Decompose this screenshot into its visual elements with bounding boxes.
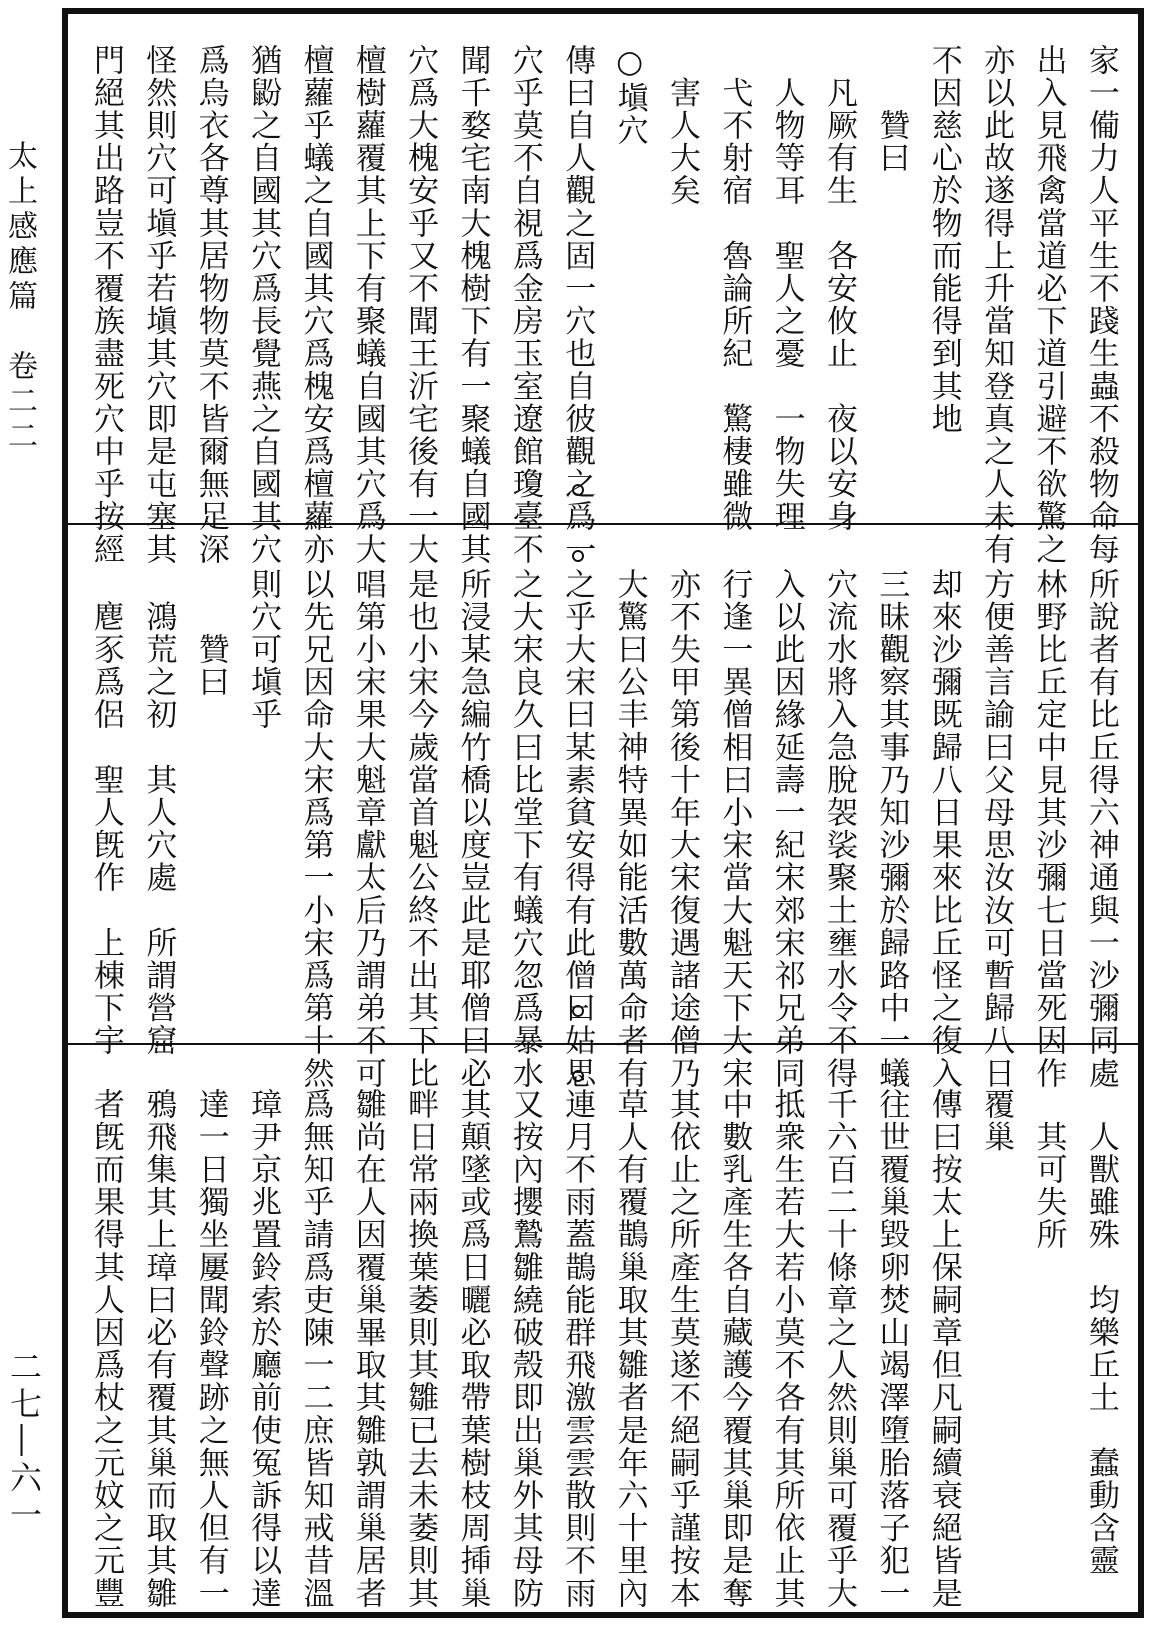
text-column: 出入見飛禽當道必下道引避不欲驚之 xyxy=(1030,44,1067,566)
text-column: 者旣而果得其人因爲杖之元妏之元豐 xyxy=(88,1088,124,1610)
text-column: 又按內攖鷙雛繞破殼即出巢外其母防 xyxy=(506,1088,543,1610)
text-column: 其依止之所產生莫遂不絕嗣乎謹按本 xyxy=(663,1088,700,1610)
text-column: 人物等耳 聖人之憂 一物失理 xyxy=(768,44,805,533)
text-column: 却來沙彌既歸八日果來比丘怪之復入 xyxy=(925,568,962,1090)
text-column: 傳曰按太上保嗣章但凡嗣續衰絕皆是 xyxy=(925,1088,962,1610)
text-column: 門絕其出路豈不覆族盡死穴中乎按經 xyxy=(88,44,124,566)
text-column: 中數乳產生各自藏護今覆其巢即是奪 xyxy=(716,1088,753,1610)
section-heading: ○塡穴 xyxy=(611,44,648,147)
text-column: 麀豕爲侶 聖人旣作 上棟下宇 xyxy=(88,568,124,1057)
text-column: 璋尹京兆置鈴索於廳前使冤訴得以達 xyxy=(245,1088,282,1610)
text-column: 則穴可塡乎 xyxy=(245,568,282,731)
text-column: 猶鼢之自國其穴爲長覺燕之自國其穴 xyxy=(245,44,282,566)
text-column: 凡厥有生 各安攸止 夜以安身 xyxy=(821,44,858,533)
text-column: 入以此因緣延壽一紀宋郊宋祁兄弟同 xyxy=(768,568,805,1090)
text-column: 千六百二十條章之人然則巢可覆乎大 xyxy=(821,1088,858,1610)
text-column: 爲烏衣各尊其居物物莫不皆爾無足深 xyxy=(192,44,229,566)
text-column: 抵衆生若大若小莫不各有其所依止其 xyxy=(768,1088,805,1610)
text-column: 是也小宋今歲當首魁公終不出其下比 xyxy=(402,568,439,1090)
text-column: 所浸某急編竹橋以度豈此是耶僧曰必 xyxy=(454,568,491,1090)
text-column: 達一日獨坐屢聞鈴聲跡之無人但有一 xyxy=(192,1088,229,1610)
text-column: 贊曰 xyxy=(192,568,229,699)
text-column: 大驚曰公丰神特異如能活數萬命者有 xyxy=(611,568,648,1090)
text-column: 林野比丘定中見其沙彌七日當死因作 xyxy=(1030,568,1067,1090)
punctuation-circle-mark xyxy=(572,484,584,496)
text-column: 家一僃力人平生不踐生蟲不殺物命每 xyxy=(1082,44,1119,566)
punctuation-circle-mark xyxy=(572,550,584,562)
page-number-margin: 二七―六一 xyxy=(5,1350,43,1535)
text-column: 草人有覆鵲巢取其雛者是年六十里內 xyxy=(611,1088,648,1610)
text-column: 方便善言諭曰父母思汝汝可暫歸八日 xyxy=(978,568,1015,1090)
text-column: 之大宋良久曰比堂下有蟻穴忽爲暴水 xyxy=(506,568,543,1090)
text-column: 檀樹蘿覆其上下有聚蟻自國其穴爲大 xyxy=(349,44,386,566)
text-column: 不因慈心於物而能得到其地 xyxy=(925,44,962,436)
text-column: 弋不射宿 魯論所紀 驚棲雖微 xyxy=(716,44,753,533)
text-column: 其顛墜或爲日曬必取帶葉樹枝周揷巢 xyxy=(454,1088,491,1610)
text-column: 害人大矣 xyxy=(663,44,700,207)
text-column: 檀蘿乎蟻之自國其穴爲槐安爲檀蘿亦 xyxy=(297,44,334,566)
text-column: 行逢一異僧相曰小宋當大魁天下大宋 xyxy=(716,568,753,1090)
text-column: 其可失所 xyxy=(1030,1088,1067,1251)
text-column: 人獸雖殊 均樂丘土 蠢動含靈 xyxy=(1082,1088,1119,1577)
text-column: 連月不雨蓋鵲能群飛激雲雲散則不雨 xyxy=(559,1088,596,1610)
text-column: 畔日常兩換葉萎則其雛已去未萎則其 xyxy=(402,1088,439,1610)
text-column: 唱第小宋果大魁章獻太后乃謂弟不可 xyxy=(349,568,386,1090)
text-panel-middle xyxy=(76,568,1131,1090)
section-heading: 覆巢 xyxy=(978,1088,1015,1154)
text-column: 贊曰 xyxy=(873,44,910,175)
text-column: 穴流水將入急脫袈裟聚土壅水令不得 xyxy=(821,568,858,1090)
text-column: 所說者有比丘得六神通與一沙彌同處 xyxy=(1082,568,1119,1090)
text-column: 鴻荒之初 其人穴處 所謂營窟 xyxy=(140,568,177,1057)
text-column: 聞千婺宅南大槐樹下有一聚蟻自國其 xyxy=(454,44,491,566)
text-column: 三昧觀察其事乃知沙彌於歸路中一蟻 xyxy=(873,568,910,1090)
text-column: 亦以此故遂得上升當知登真之人未有 xyxy=(978,44,1015,566)
text-column: 穴乎莫不自視爲金房玉室遼館瓊臺不 xyxy=(506,44,543,566)
book-title-margin: 太上感應篇 卷二二 xyxy=(2,140,37,455)
text-column: 往世覆巢毀卵焚山竭澤墮胎落子犯一 xyxy=(873,1088,910,1610)
text-column: 以先兄因命大宋爲第一小宋爲第十然 xyxy=(297,568,334,1090)
text-column: 傳曰自人觀之固一穴也自彼觀之爲一 xyxy=(559,44,596,566)
text-column: 穴爲大槐安乎又不聞王沂宅後有一大 xyxy=(402,44,439,566)
text-panel-bottom xyxy=(76,1088,1131,1610)
text-column: 亦不失甲第後十年大宋復遇諸途僧乃 xyxy=(663,568,700,1090)
text-column: 鴉飛集其上璋曰必有覆其巢而取其雛 xyxy=(140,1088,177,1610)
text-panel-top xyxy=(76,44,1131,566)
text-column: 之乎大宋曰某素貧安得有此僧曰姑思 xyxy=(559,568,596,1090)
text-column: 爲無知乎請爲吏陳一二庶皆知戒昔溫 xyxy=(297,1088,334,1610)
punctuation-circle-mark xyxy=(572,1005,584,1017)
text-column: 怪然則穴可塡乎若塡其穴即是屯塞其 xyxy=(140,44,177,566)
text-column: 雛尚在人因覆巢畢取其雛孰謂巢居者 xyxy=(349,1088,386,1610)
punctuation-circle-mark xyxy=(572,1070,584,1082)
